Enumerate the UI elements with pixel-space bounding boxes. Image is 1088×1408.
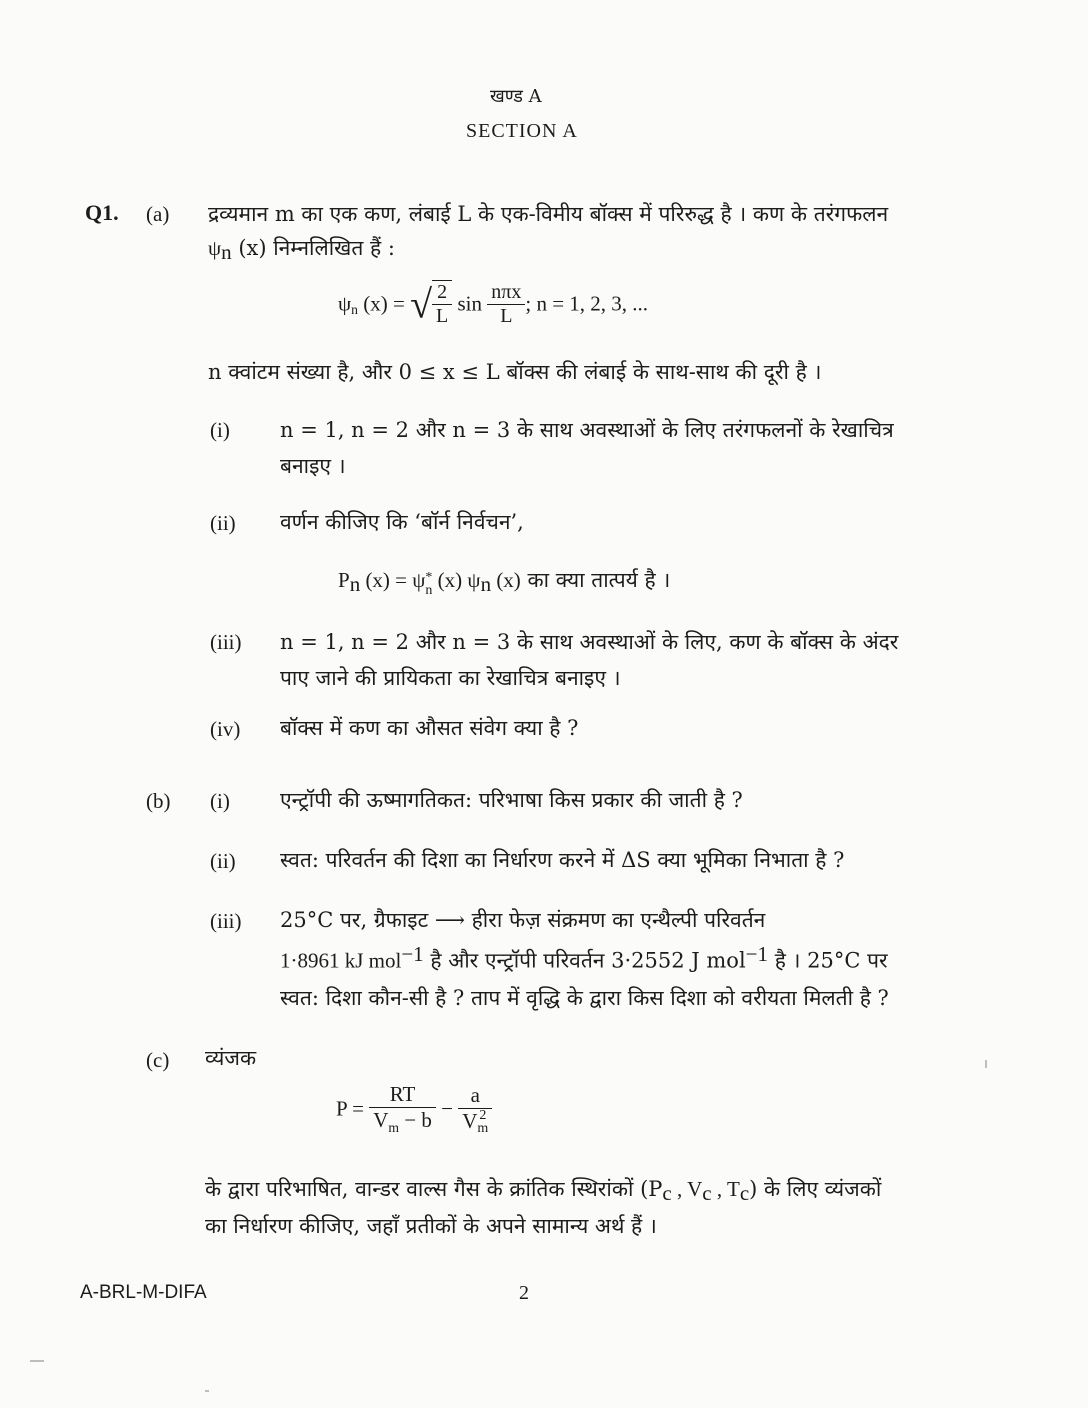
section-heading-hindi: खण्ड A (490, 86, 542, 107)
b-i-label: (i) (210, 789, 230, 813)
paper-code: A-BRL-M-DIFA (80, 1282, 207, 1303)
scan-speck (30, 1360, 44, 1362)
van-der-waals-equation: P = $\frac{RT}{V_m - b}$ − a V 2 m (336, 1082, 492, 1152)
part-a-intro-line1: द्रव्यमान m का एक कण, लंबाई L के एक-विमीय बॉक्स में परिरुद्ध है । कण के तरंगफलन (208, 202, 889, 226)
b-iii-line2: 1·8961 kJ mol$^{-1}$ है और एन्ट्रॉपी परिवर्तन 3·2552 J mol$^{-1}$ है । 25°C पर (280, 942, 888, 973)
part-b-label: (b) (146, 789, 171, 813)
a-i-line1: n = 1, n = 2 और n = 3 के साथ अवस्थाओं के लिए तरंगफलनों के रेखाचित्र (280, 418, 894, 442)
a-ii-label: (ii) (210, 511, 236, 535)
page-number: 2 (519, 1282, 529, 1304)
part-c-line1: के द्वारा परिभाषित, वान्डर वाल्स गैस के क्रांतिक स्थिरांकों ($P_c$ , $V_c$ , $T_c$) के लिए व्यंजकों (205, 1177, 882, 1206)
a-iv-label: (iv) (210, 717, 241, 741)
b-iii-line1: 25°C पर, ग्रैफाइट ⟶ हीरा फेज़ संक्रमण का एन्थैल्पी परिवर्तन (280, 908, 766, 932)
a-ii-line1: वर्णन कीजिए कि ‘बॉर्न निर्वचन’, (280, 510, 524, 534)
a-iii-line1: n = 1, n = 2 और n = 3 के साथ अवस्थाओं के लिए, कण के बॉक्स के अंदर (280, 630, 899, 654)
a-i-line2: बनाइए । (280, 454, 346, 478)
quantum-number-note: n क्वांटम संख्या है, और 0 ≤ x ≤ L बॉक्स की लंबाई के साथ-साथ की दूरी है । (208, 360, 822, 384)
a-iii-label: (iii) (210, 630, 242, 654)
part-c-line2: का निर्धारण कीजिए, जहाँ प्रतीकों के अपने सामान्य अर्थ हैं । (205, 1214, 657, 1238)
a-i-label: (i) (210, 418, 230, 442)
a-iii-line2: पाए जाने की प्रायिकता का रेखाचित्र बनाइए । (280, 666, 621, 690)
b-ii-label: (ii) (210, 849, 236, 873)
b-ii-line1: स्वत: परिवर्तन की दिशा का निर्धारण करने में ΔS क्या भूमिका निभाता है ? (280, 848, 845, 872)
b-iii-line3: स्वत: दिशा कौन-सी है ? ताप में वृद्धि के द्वारा किस दिशा को वरीयता मिलती है ? (280, 986, 889, 1010)
wavefunction-equation: $\psi_n$ (x) = √ $\frac{2}{L}$ sin $\frac{\text{nπx}}{L}$ ; n = 1, 2, 3, ... (338, 280, 649, 327)
question-number: Q1. (85, 200, 119, 225)
b-iii-label: (iii) (210, 909, 242, 933)
part-c-label: (c) (146, 1048, 170, 1072)
a-iv-line1: बॉक्स में कण का औसत संवेग क्या है ? (280, 716, 579, 740)
part-a-label: (a) (146, 202, 170, 226)
part-c-intro: व्यंजक (205, 1046, 257, 1070)
scan-speck (205, 1390, 209, 1392)
born-interpretation-equation: $P_n$ (x) = ψ * n (x) $\psi_n$ (x) का क्या तात्पर्य है । (338, 568, 671, 598)
section-heading-english: SECTION A (466, 120, 578, 142)
part-a-intro-line2: $\psi_n$ (x) निम्नलिखित हैं : (208, 236, 395, 265)
b-i-line1: एन्ट्रॉपी की ऊष्मागतिकत: परिभाषा किस प्रकार की जाती है ? (280, 788, 743, 812)
scan-speck (985, 1060, 987, 1068)
